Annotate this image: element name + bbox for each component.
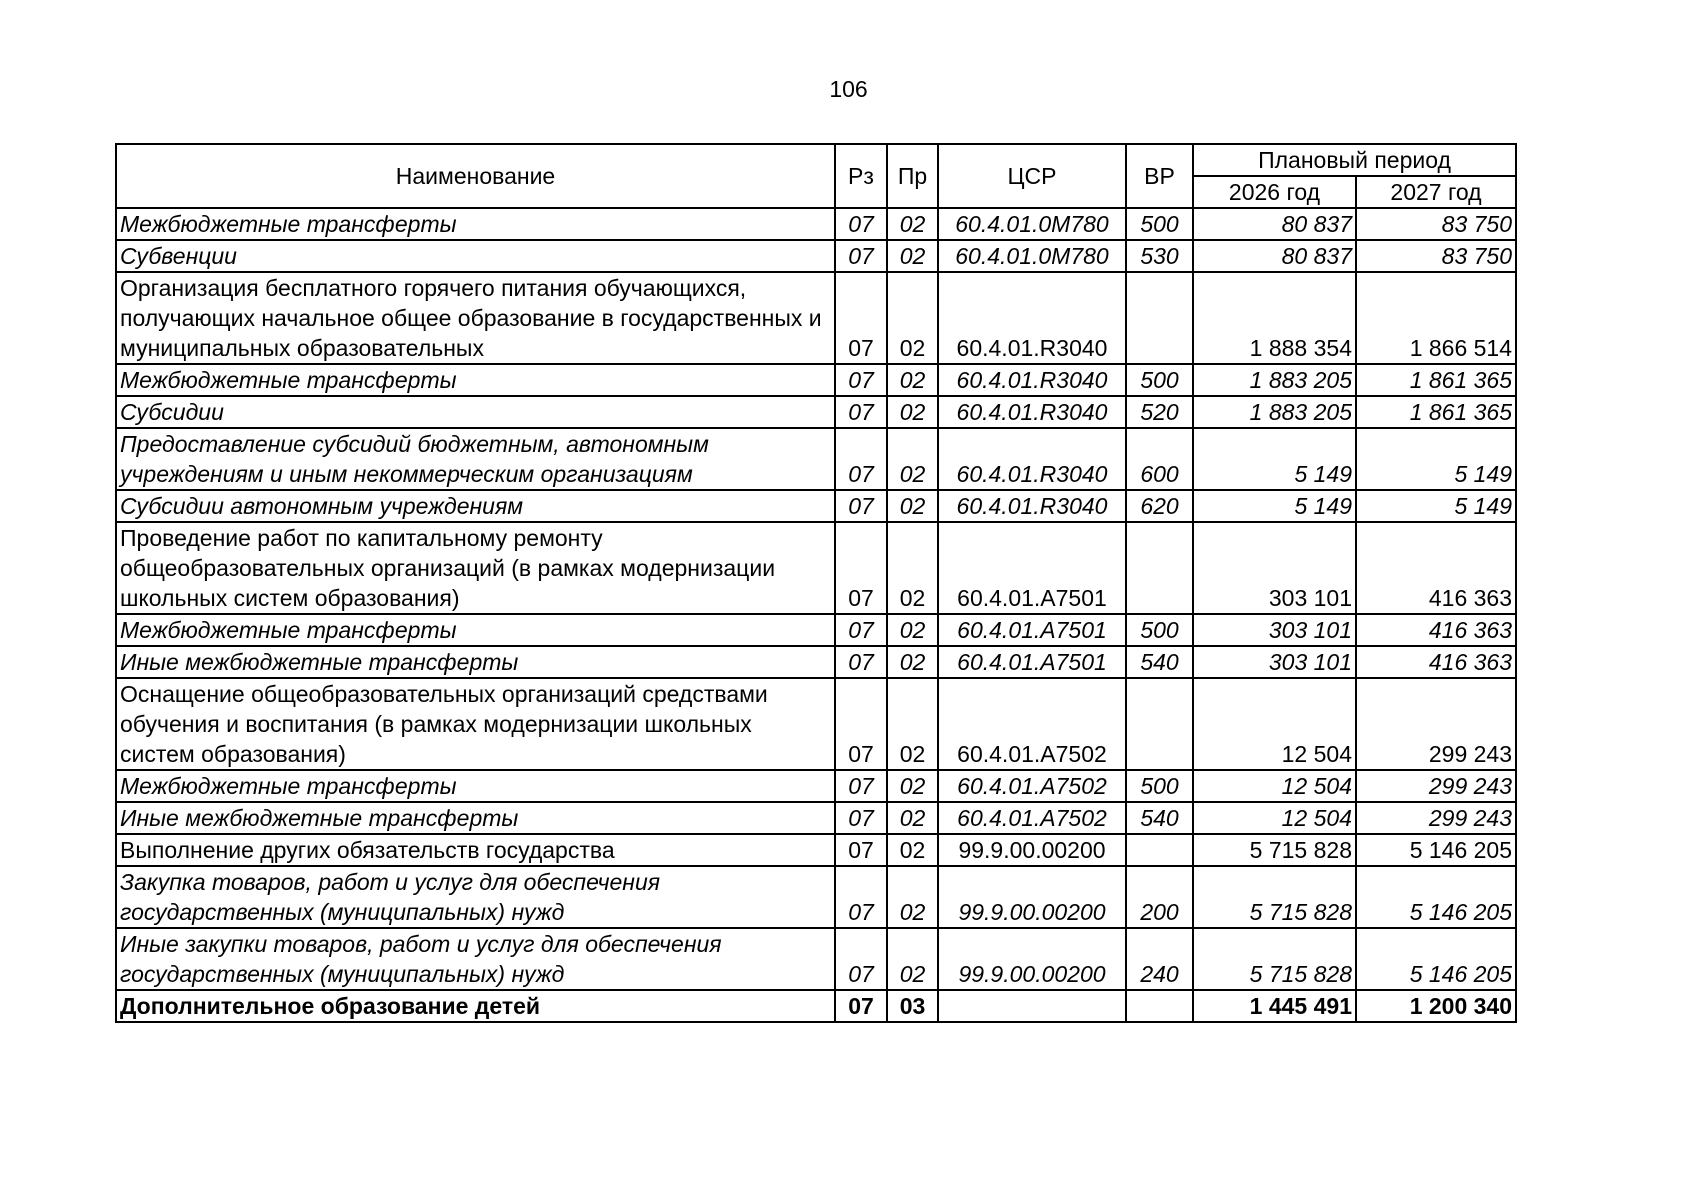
cell-csr: 60.4.01.А7502 [938,802,1126,834]
header-year-2026: 2026 год [1193,176,1356,208]
cell-2027: 5 146 205 [1356,866,1516,928]
cell-rz: 07 [835,614,887,646]
cell-name: Предоставление субсидий бюджетным, автономным учреждениям и иным некоммерческим организациям [116,428,835,490]
table-row [116,272,1516,364]
table-row [116,834,1516,866]
cell-pr: 02 [887,866,938,928]
cell-rz: 07 [835,208,887,240]
table-header [116,144,1516,208]
cell-rz: 07 [835,990,887,1022]
cell-vr: 540 [1126,646,1193,678]
cell-pr: 02 [887,490,938,522]
cell-rz: 07 [835,866,887,928]
cell-2027: 83 750 [1356,240,1516,272]
cell-csr: 99.9.00.00200 [938,866,1126,928]
header-vr: ВР [1126,144,1193,208]
cell-2026: 5 715 828 [1193,834,1356,866]
cell-2027: 299 243 [1356,770,1516,802]
cell-vr: 620 [1126,490,1193,522]
cell-2027: 5 149 [1356,490,1516,522]
cell-csr [938,990,1126,1022]
cell-csr: 60.4.01.А7501 [938,646,1126,678]
cell-2026: 1 445 491 [1193,990,1356,1022]
cell-csr: 60.4.01.R3040 [938,396,1126,428]
table-row [116,646,1516,678]
table-row [116,770,1516,802]
header-rz: Рз [835,144,887,208]
cell-2026: 12 504 [1193,770,1356,802]
table-row [116,428,1516,490]
cell-vr [1126,834,1193,866]
cell-vr: 530 [1126,240,1193,272]
cell-name: Межбюджетные трансферты [116,770,835,802]
cell-csr: 60.4.01.R3040 [938,428,1126,490]
cell-vr: 200 [1126,866,1193,928]
cell-rz: 07 [835,240,887,272]
cell-pr: 02 [887,240,938,272]
cell-name: Проведение работ по капитальному ремонту общеобразовательных организаций (в рамках модернизации школьных систем образования) [116,522,835,614]
cell-csr: 60.4.01.А7501 [938,614,1126,646]
table-body [116,208,1516,1022]
cell-csr: 99.9.00.00200 [938,928,1126,990]
table-row [116,490,1516,522]
cell-2027: 299 243 [1356,678,1516,770]
cell-2027: 1 200 340 [1356,990,1516,1022]
cell-name: Субсидии автономным учреждениям [116,490,835,522]
table-row [116,802,1516,834]
cell-pr: 02 [887,522,938,614]
cell-2027: 83 750 [1356,208,1516,240]
cell-vr: 500 [1126,364,1193,396]
cell-pr: 02 [887,208,938,240]
cell-csr: 60.4.01.R3040 [938,364,1126,396]
cell-vr [1126,990,1193,1022]
cell-vr: 240 [1126,928,1193,990]
cell-2026: 1 888 354 [1193,272,1356,364]
cell-rz: 07 [835,490,887,522]
cell-2027: 1 861 365 [1356,396,1516,428]
cell-pr: 02 [887,928,938,990]
table-row [116,614,1516,646]
cell-rz: 07 [835,928,887,990]
cell-rz: 07 [835,646,887,678]
table-row [116,990,1516,1022]
table-row [116,678,1516,770]
header-csr: ЦСР [938,144,1126,208]
cell-2026: 1 883 205 [1193,364,1356,396]
cell-pr: 02 [887,770,938,802]
cell-pr: 02 [887,614,938,646]
cell-vr [1126,678,1193,770]
cell-2026: 1 883 205 [1193,396,1356,428]
cell-2026: 80 837 [1193,240,1356,272]
cell-name: Организация бесплатного горячего питания обучающихся, получающих начальное общее образование в государственных и муниципальных образовательных [116,272,835,364]
cell-rz: 07 [835,802,887,834]
cell-rz: 07 [835,272,887,364]
cell-rz: 07 [835,364,887,396]
cell-pr: 02 [887,646,938,678]
cell-vr: 600 [1126,428,1193,490]
page-number: 106 [829,76,868,102]
header-year-2027: 2027 год [1356,176,1516,208]
cell-2026: 5 149 [1193,428,1356,490]
table-row [116,396,1516,428]
cell-pr: 02 [887,364,938,396]
table-row [116,208,1516,240]
cell-csr: 60.4.01.0М780 [938,208,1126,240]
cell-pr: 02 [887,272,938,364]
cell-2026: 80 837 [1193,208,1356,240]
cell-rz: 07 [835,678,887,770]
cell-csr: 60.4.01.А7502 [938,678,1126,770]
cell-name: Межбюджетные трансферты [116,614,835,646]
cell-2027: 5 149 [1356,428,1516,490]
cell-csr: 60.4.01.А7501 [938,522,1126,614]
table-row [116,522,1516,614]
cell-rz: 07 [835,770,887,802]
cell-pr: 02 [887,428,938,490]
cell-name: Оснащение общеобразовательных организаций средствами обучения и воспитания (в рамках модернизации школьных систем образования) [116,678,835,770]
cell-2027: 1 861 365 [1356,364,1516,396]
table-row [116,866,1516,928]
cell-2026: 5 715 828 [1193,866,1356,928]
cell-rz: 07 [835,428,887,490]
cell-2027: 299 243 [1356,802,1516,834]
cell-rz: 07 [835,522,887,614]
cell-vr: 540 [1126,802,1193,834]
table-row [116,364,1516,396]
cell-vr: 500 [1126,770,1193,802]
cell-csr: 60.4.01.R3040 [938,490,1126,522]
cell-2027: 5 146 205 [1356,834,1516,866]
cell-pr: 03 [887,990,938,1022]
cell-name: Межбюджетные трансферты [116,364,835,396]
cell-csr: 60.4.01.А7502 [938,770,1126,802]
cell-name: Субвенции [116,240,835,272]
header-name: Наименование [116,144,835,208]
cell-name: Закупка товаров, работ и услуг для обеспечения государственных (муниципальных) нужд [116,866,835,928]
cell-name: Межбюджетные трансферты [116,208,835,240]
cell-csr: 60.4.01.R3040 [938,272,1126,364]
cell-csr: 99.9.00.00200 [938,834,1126,866]
header-pr: Пр [887,144,938,208]
table-row [116,240,1516,272]
cell-2026: 12 504 [1193,678,1356,770]
cell-2027: 1 866 514 [1356,272,1516,364]
cell-2026: 303 101 [1193,614,1356,646]
cell-2026: 303 101 [1193,522,1356,614]
cell-2026: 303 101 [1193,646,1356,678]
cell-2027: 416 363 [1356,646,1516,678]
cell-rz: 07 [835,396,887,428]
cell-vr [1126,522,1193,614]
cell-vr [1126,272,1193,364]
cell-pr: 02 [887,396,938,428]
cell-name: Иные межбюджетные трансферты [116,646,835,678]
table-row [116,928,1516,990]
cell-2026: 5 149 [1193,490,1356,522]
cell-name: Дополнительное образование детей [116,990,835,1022]
cell-pr: 02 [887,834,938,866]
cell-2027: 416 363 [1356,614,1516,646]
cell-name: Субсидии [116,396,835,428]
cell-2026: 12 504 [1193,802,1356,834]
cell-name: Иные закупки товаров, работ и услуг для обеспечения государственных (муниципальных) нужд [116,928,835,990]
cell-rz: 07 [835,834,887,866]
cell-2027: 5 146 205 [1356,928,1516,990]
cell-name: Иные межбюджетные трансферты [116,802,835,834]
cell-vr: 500 [1126,208,1193,240]
cell-2026: 5 715 828 [1193,928,1356,990]
header-planned-period: Плановый период [1193,144,1516,176]
cell-csr: 60.4.01.0М780 [938,240,1126,272]
cell-vr: 500 [1126,614,1193,646]
cell-vr: 520 [1126,396,1193,428]
cell-2027: 416 363 [1356,522,1516,614]
cell-name: Выполнение других обязательств государства [116,834,835,866]
budget-table [115,143,1517,1023]
cell-pr: 02 [887,678,938,770]
cell-pr: 02 [887,802,938,834]
